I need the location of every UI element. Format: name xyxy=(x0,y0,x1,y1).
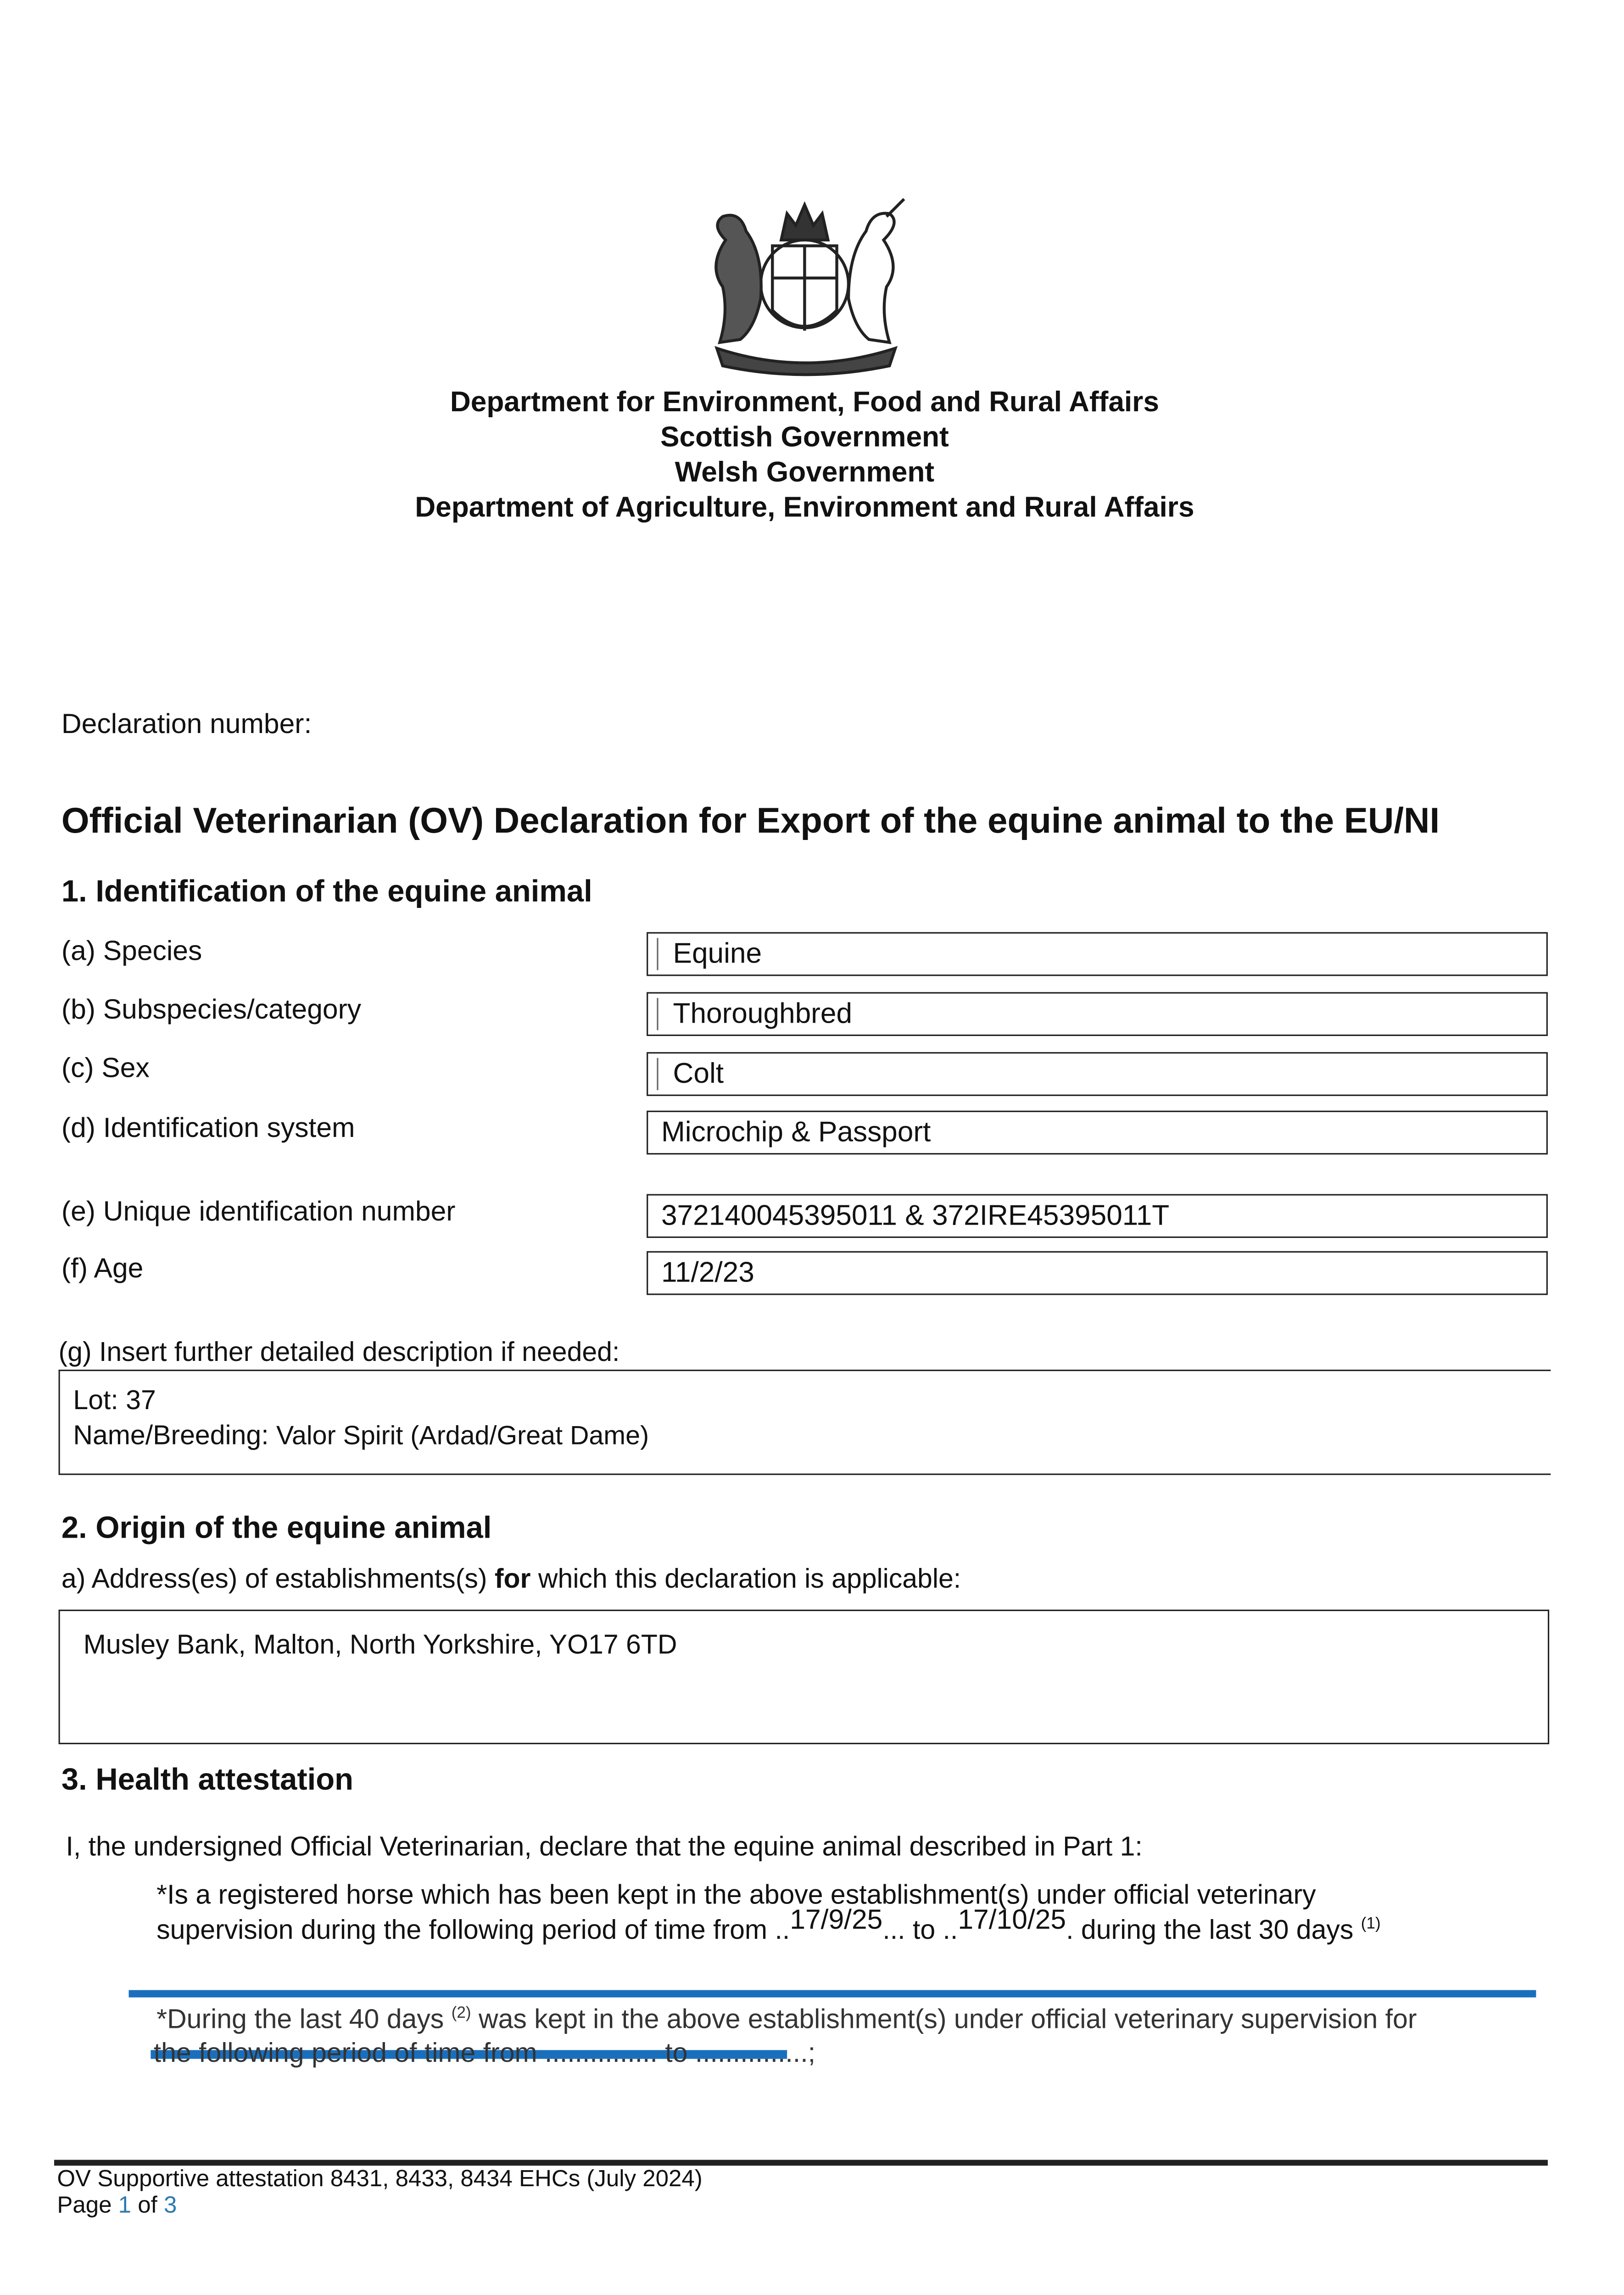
address-label-pre: a) Address(es) of establishments(s) xyxy=(61,1562,495,1594)
subspecies-label: (b) Subspecies/category xyxy=(61,995,362,1026)
age-field[interactable] xyxy=(647,1251,1548,1295)
declaration-number-label: Declaration number: xyxy=(61,710,312,741)
identification-system-field[interactable] xyxy=(647,1111,1548,1155)
header-dept-scottish: Scottish Government xyxy=(660,421,949,454)
unique-id-label: (e) Unique identification number xyxy=(61,1197,456,1228)
header-dept-defra: Department for Environment, Food and Rural Affairs xyxy=(450,386,1159,419)
age-label: (f) Age xyxy=(61,1254,144,1285)
footer-reference: OV Supportive attestation 8431, 8433, 8434 EHCs (July 2024) xyxy=(57,2167,703,2192)
further-description-label: (g) Insert further detailed description if needed: xyxy=(58,1336,620,1367)
clause1-line2 xyxy=(156,1905,1381,1948)
header-dept-welsh: Welsh Government xyxy=(675,456,935,489)
identification-system-label: (d) Identification system xyxy=(61,1114,355,1145)
clause2-line1 xyxy=(156,2003,1417,2035)
age-value: 11/2/23 xyxy=(661,1257,754,1289)
footnote-2-ref: (2) xyxy=(451,2004,471,2022)
page-title: Official Veterinarian (OV) Declaration for Export of the equine animal to the EU/NI xyxy=(61,802,1440,842)
lot-text: Lot: 37 xyxy=(73,1384,156,1415)
address-label xyxy=(61,1563,961,1595)
page-word: Page xyxy=(57,2193,112,2219)
of-word: of xyxy=(138,2193,157,2219)
unique-id-field[interactable] xyxy=(647,1194,1548,1238)
species-field[interactable] xyxy=(647,932,1548,976)
section1-heading: 1. Identification of the equine animal xyxy=(61,875,592,909)
date-from[interactable]: 17/9/25 xyxy=(790,1905,883,1936)
clause2-line2: the following period of time from ............... to ...............; xyxy=(153,2037,816,2068)
name-breeding-label: Name/Breeding: xyxy=(73,1419,269,1450)
strikethrough-line-1 xyxy=(129,1990,1536,1998)
sex-label: (c) Sex xyxy=(61,1053,150,1085)
sex-field[interactable] xyxy=(647,1052,1548,1096)
identification-system-value: Microchip & Passport xyxy=(661,1116,931,1149)
date-to[interactable]: 17/10/25 xyxy=(958,1905,1066,1936)
name-breeding-value: Valor Spirit (Ardad/Great Dame) xyxy=(276,1421,649,1450)
royal-coat-of-arms-icon xyxy=(696,196,913,377)
footer-rule xyxy=(54,2160,1548,2166)
species-label: (a) Species xyxy=(61,936,202,968)
clause1-post: . during the last 30 days xyxy=(1066,1914,1354,1945)
species-value: Equine xyxy=(673,938,762,970)
subspecies-value: Thoroughbred xyxy=(673,998,853,1030)
section3-heading: 3. Health attestation xyxy=(61,1763,354,1797)
subspecies-field[interactable] xyxy=(647,992,1548,1036)
attestation-intro: I, the undersigned Official Veterinarian, declare that the equine animal described in Part 1: xyxy=(66,1830,1143,1862)
clause2-post: was kept in the above establishment(s) under official veterinary supervision for xyxy=(471,2003,1417,2034)
address-label-bold: for xyxy=(494,1562,531,1594)
footnote-1-ref: (1) xyxy=(1361,1915,1381,1933)
unique-id-value: 372140045395011 & 372IRE45395011T xyxy=(661,1200,1170,1232)
clause1-pre: supervision during the following period of time from .. xyxy=(156,1914,790,1945)
clause1-line1: *Is a registered horse which has been kept in the above establishment(s) under official veterinary xyxy=(156,1879,1316,1910)
page-indicator xyxy=(57,2194,177,2220)
page-current: 1 xyxy=(118,2193,132,2219)
header-dept-daera: Department of Agriculture, Environment and Rural Affairs xyxy=(415,492,1194,524)
sex-value: Colt xyxy=(673,1058,724,1091)
page-total: 3 xyxy=(164,2193,177,2219)
address-label-post: which this declaration is applicable: xyxy=(530,1562,961,1594)
section2-heading: 2. Origin of the equine animal xyxy=(61,1511,492,1545)
address-value: Musley Bank, Malton, North Yorkshire, YO17 6TD xyxy=(83,1629,677,1660)
clause2-pre: *During the last 40 days xyxy=(156,2003,444,2034)
clause1-mid: ... to .. xyxy=(882,1914,958,1945)
